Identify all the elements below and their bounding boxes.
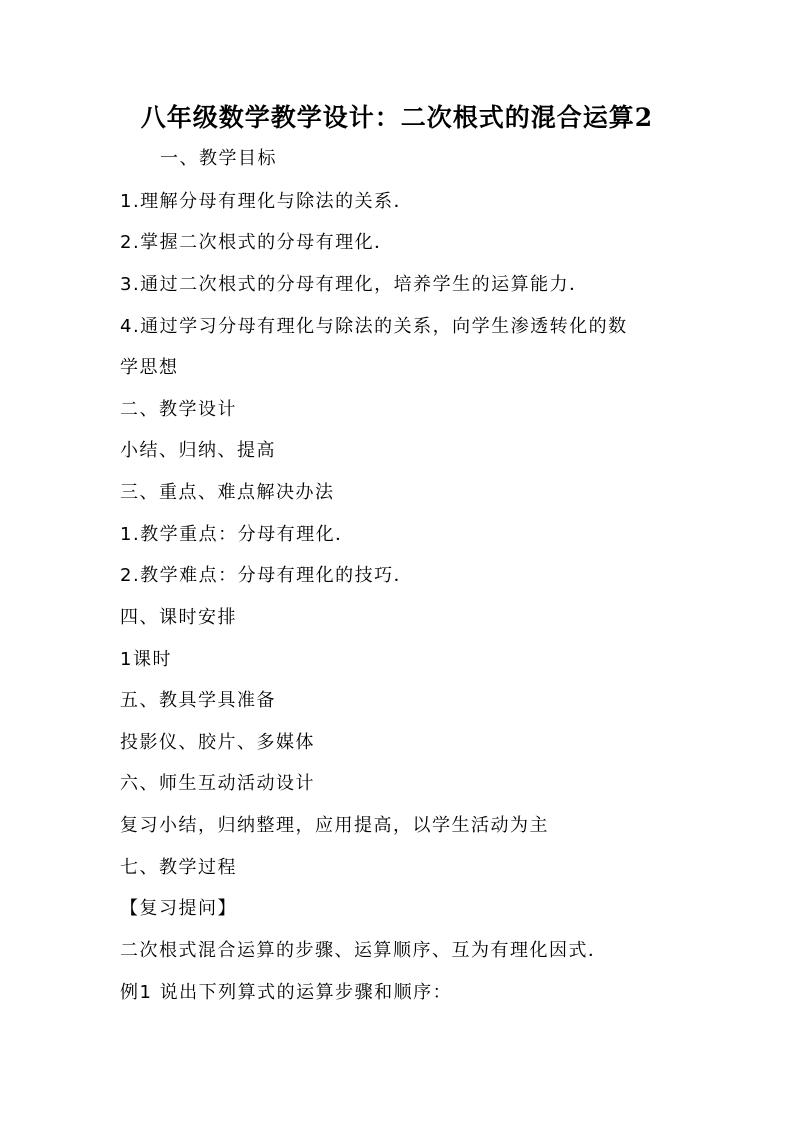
- example-1-text: 例1 说出下列算式的运算步骤和顺序：: [120, 982, 453, 1003]
- teaching-design-text: 小结、归纳、提高: [120, 440, 276, 461]
- section-heading-key-points: 三、重点、难点解决办法: [120, 482, 335, 503]
- schedule-text: 1课时: [120, 649, 172, 670]
- section-heading-teaching-design: 二、教学设计: [120, 399, 237, 420]
- review-heading: 【复习提问】: [120, 898, 237, 919]
- interaction-text: 复习小结，归纳整理，应用提高，以学生活动为主: [120, 815, 549, 836]
- difficulty-item: 2.教学难点：分母有理化的技巧．: [120, 565, 414, 586]
- document-title: 八年级数学教学设计：二次根式的混合运算2: [140, 103, 654, 132]
- section-heading-schedule: 四、课时安排: [120, 607, 237, 628]
- section-heading-process: 七、教学过程: [120, 857, 237, 878]
- section-heading-teaching-goals: 一、教学目标: [160, 148, 277, 169]
- goal-item-3: 3.通过二次根式的分母有理化，培养学生的运算能力．: [120, 274, 589, 295]
- section-heading-materials: 五、教具学具准备: [120, 690, 276, 711]
- materials-text: 投影仪、胶片、多媒体: [120, 732, 315, 753]
- section-heading-interaction: 六、师生互动活动设计: [120, 773, 315, 794]
- goal-item-2: 2.掌握二次根式的分母有理化．: [120, 232, 394, 253]
- review-text: 二次根式混合运算的步骤、运算顺序、互为有理化因式．: [120, 940, 608, 961]
- goal-item-4-continued: 学思想: [120, 357, 179, 378]
- key-point-item: 1.教学重点：分母有理化．: [120, 524, 355, 545]
- goal-item-1: 1.理解分母有理化与除法的关系．: [120, 191, 414, 212]
- goal-item-4: 4.通过学习分母有理化与除法的关系，向学生渗透转化的数: [120, 316, 628, 337]
